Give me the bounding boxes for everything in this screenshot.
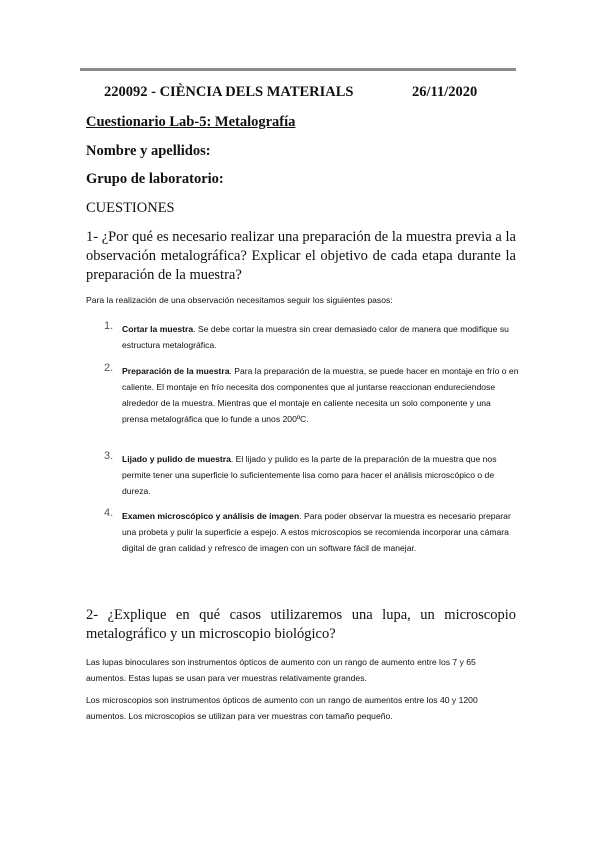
question-1-intro: Para la realización de una observación necesitamos seguir los siguientes pasos: xyxy=(86,295,393,305)
question-2-answer-lupas: Las lupas binoculares son instrumentos ópticos de aumento con un rango de aumento entre los 7 y 65 aumentos. Estas lupas se usan para ver muestras relativamente grandes. xyxy=(86,657,476,683)
question-2-answer-microscopios: Los microscopios son instrumentos ópticos de aumento con un rango de aumentos entre los 40 y 1200 aumentos. Los microscopios se utilizan para ver muestras con tamaño pequeño. xyxy=(86,695,478,721)
question-1: 1- ¿Por qué es necesario realizar una preparación de la muestra previa a la observación metalográfica? Explicar el objetivo de cada etapa durante la preparación de la muestra? xyxy=(86,229,516,283)
step-description: . Se debe cortar la muestra sin crear demasiado calor de manera que modifique su estructura metalográfica. xyxy=(122,324,509,350)
step-number: 1. xyxy=(104,320,114,332)
header-rule xyxy=(80,68,516,71)
step-number: 4. xyxy=(104,507,114,519)
step-text xyxy=(122,321,519,353)
step-title: Examen microscópico y análisis de imagen xyxy=(122,511,300,521)
step-description: . Para la preparación de la muestra, se puede hacer en montaje en frío o en caliente. El montaje en frío necesita dos componentes que al juntarse reaccionan endureciendose alrededor de la muestra. Mientras que el montaje en caliente necesita un solo componente y una prensa metalográfica que lo funde a unos 200ºC. xyxy=(122,366,519,424)
question-2: 2- ¿Explique en qué casos utilizaremos una lupa, un microscopio metalográfico y un microscopio biológico? xyxy=(86,607,516,642)
step-title: Preparación de la muestra xyxy=(122,366,230,376)
step-number: 3. xyxy=(104,450,114,462)
step-title: Cortar la muestra xyxy=(122,324,194,334)
step-title: Lijado y pulido de muestra xyxy=(122,454,231,464)
step-description: . Para poder observar la muestra es necesario preparar una probeta y pulir la superficie a espejo. A estos microscopios se recomienda incorporar una cámara digital de gran calidad y refresco de imagen con un software fácil de manejar. xyxy=(122,511,511,553)
name-label: Nombre y apellidos: xyxy=(86,143,211,159)
step-text xyxy=(122,451,519,499)
step-number: 2. xyxy=(104,362,114,374)
step-text xyxy=(122,363,519,427)
document-title: Cuestionario Lab-5: Metalografía xyxy=(86,114,296,130)
section-title: CUESTIONES xyxy=(86,200,175,216)
step-text xyxy=(122,508,519,556)
document-date: 26/11/2020 xyxy=(412,84,478,100)
course-code: 220092 - CIÈNCIA DELS MATERIALS xyxy=(104,84,354,100)
group-label: Grupo de laboratorio: xyxy=(86,171,224,187)
step-description: . El lijado y pulido es la parte de la preparación de la muestra que nos permite tener una superficie lo suficientemente lisa como para hacer el análisis microscópico o de dureza. xyxy=(122,454,497,496)
